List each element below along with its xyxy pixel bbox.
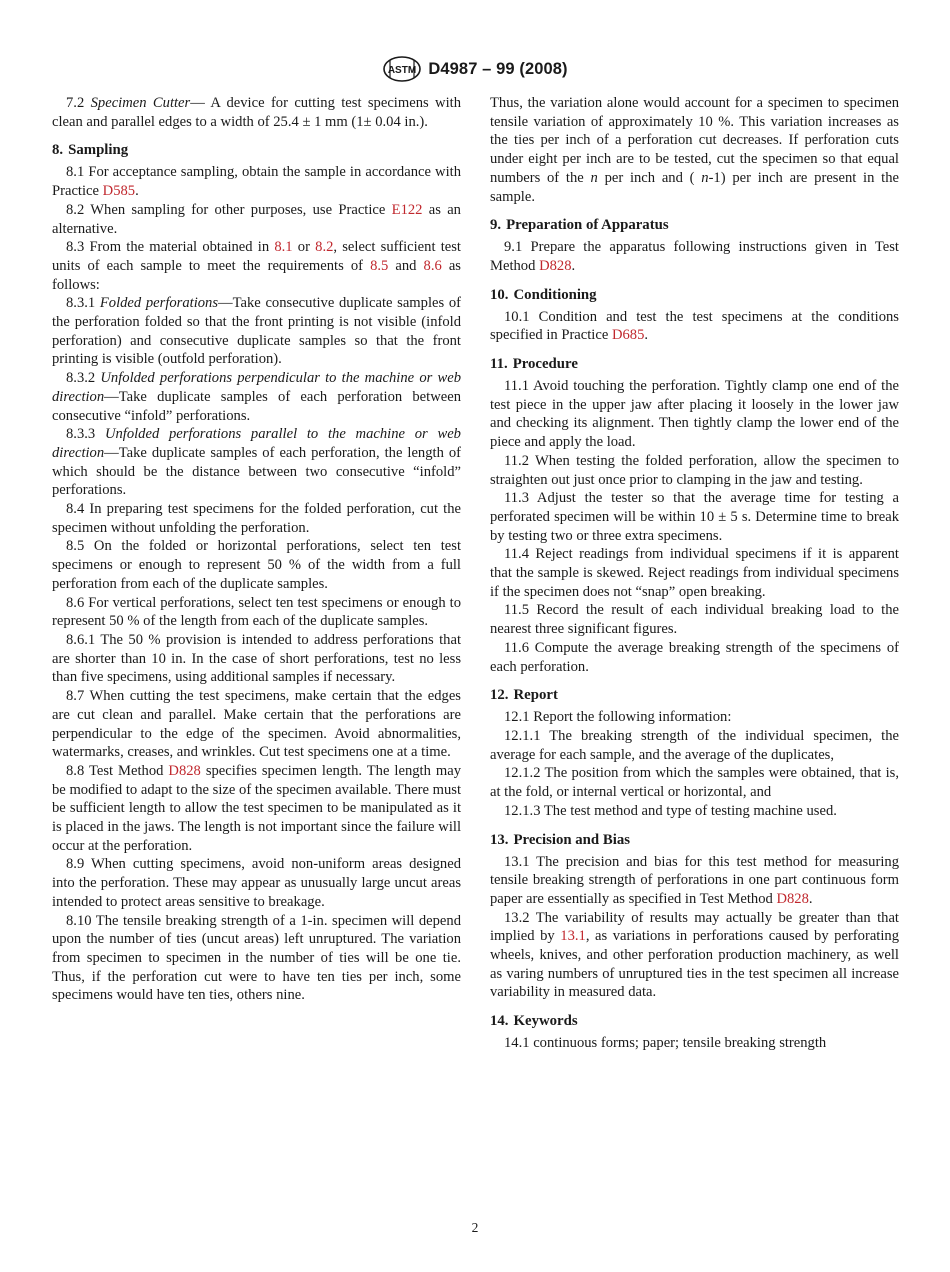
link-8-1[interactable]: 8.1 [274,239,293,256]
paragraph-8-10-continued: Thus, the variation alone would account for a specimen to specimen tensile variation of approximately 10 %. This variation increases as the ties per inch of a perforation cut decreases. If perforation cuts under eight per inch are to be tested, cut the specimen so that equal numbers of the n per inch and ( n-1) per inch are present in the sample. [490,95,899,205]
paragraph-8-10: 8.10 The tensile breaking strength of a 1-in. specimen will depend upon the number of ties (uncut areas) left unruptured. The variation from specimen to specimen in the number of ties will be one tie. Thus, if the perforation cut were to have ten ties per inch, some specimens would have ten ties, others nine. [52,912,461,1004]
paragraph-8-3-3: 8.3.3 Unfolded perforations parallel to the machine or web direction—Take duplicate samples of each perforation, the length of which should be the distance between two consecutive “infold” perforations. [52,426,461,499]
paragraph-8-6-1: 8.6.1 The 50 % provision is intended to address perforations that are shorter than 10 in. In the case of short perforations, test no less than five specimens, using additional samples if necessary. [52,631,461,686]
paragraph-11-6: 11.6 Compute the average breaking strength of the specimens of each perforation. [490,639,899,675]
left-column [52,94,461,1005]
link-d828[interactable]: D828 [539,257,572,274]
paragraph-9-1: 9.1 Prepare the apparatus following instructions given in Test Method D828. [490,239,899,274]
paragraph-12-1-2: 12.1.2 The position from which the samples were obtained, that is, at the fold, or internal vertical or horizontal, and [490,765,899,801]
paragraph-8-9: 8.9 When cutting specimens, avoid non-uniform areas designed into the perforation. These may appear as unusually large uncut areas intended to protect areas sensitive to breakage. [52,856,461,910]
link-13-1[interactable]: 13.1 [560,928,586,945]
paragraph-8-2: 8.2 When sampling for other purposes, use Practice E122 as an alternative. [52,201,461,237]
paragraph-8-3-2: 8.3.2 Unfolded perforations perpendicular to the machine or web direction—Take duplicate samples of each perforation between consecutive “infold” perforations. [52,370,461,424]
document-designation: D4987 – 99 (2008) [428,59,568,78]
section-heading-keywords: 14. Keywords [490,1013,578,1030]
paragraph-8-5: 8.5 On the folded or horizontal perforations, select ten test specimens or enough to represent 50 % of the width from a full perforation from each of the duplicate samples. [52,538,461,592]
paragraph-14-1: 14.1 continuous forms; paper; tensile breaking strength [504,1035,827,1052]
paragraph-7-2: 7.2 Specimen Cutter— A device for cutting test specimens with clean and parallel edges to a width of 25.4 ± 1 mm (1± 0.04 in.). [52,95,461,130]
paragraph-8-3-1: 8.3.1 Folded perforations—Take consecutive duplicate samples of the perforation folded so that the front printing is not visible (infold perforation) and consecutive duplicate samples so that the front printing is visible (outfold perforation). [52,295,461,368]
link-e122[interactable]: E122 [391,201,423,218]
section-heading-preparation-of-apparatus: 9. Preparation of Apparatus [490,217,669,234]
right-column [490,94,899,1053]
link-d828[interactable]: D828 [776,890,809,907]
link-8-5[interactable]: 8.5 [370,257,389,274]
link-8-2[interactable]: 8.2 [315,239,334,256]
link-d685[interactable]: D685 [611,327,645,344]
paragraph-8-8: 8.8 Test Method D828 specifies specimen length. The length may be modified to adapt to the size of the specimen available. There must be sufficient length to allow the test specimen to be manipulated as it is placed in the jaws. The length is not important since the failure will occur at the perforation. [52,762,461,854]
page-number: 2 [471,1220,479,1235]
paragraph-11-3: 11.3 Adjust the tester so that the average time for testing a perforated specimen will be within 10 ± 5 s. Determine time to break by testing two or three extra specimens. [490,490,899,544]
paragraph-11-2: 11.2 When testing the folded perforation, allow the specimen to straighten out just once prior to clamping in the jaw and testing. [490,452,899,488]
astm-logo-icon [382,56,422,82]
paragraph-12-1-1: 12.1.1 The breaking strength of the individual specimen, the average for each sample, and the average of the duplicates, [490,727,899,763]
paragraph-11-4: 11.4 Reject readings from individual specimens if it is apparent that the sample is skewed. Reject readings from individual specimens if the specimen does not “snap” open breaking. [490,546,899,600]
paragraph-12-1-3: 12.1.3 The test method and type of testing machine used. [504,802,837,819]
paragraph-11-1: 11.1 Avoid touching the perforation. Tightly clamp one end of the test piece in the upper jaw after placing it loosely in the lower jaw and checking its alignment. Then tightly clamp the lower end of the piece and apply the load. [490,378,899,451]
section-heading-precision-and-bias: 13. Precision and Bias [490,831,630,848]
paragraph-8-7: 8.7 When cutting the test specimens, make certain that the edges are cut clean and parallel. Make certain that the perforations are perpendicular to the edge of the specimen. Avoid abnormalities, watermarks, creases, and wrinkles. Cut test specimens one at a time. [52,688,461,761]
paragraph-13-2: 13.2 The variability of results may actually be greater than that implied by 13.1, as variations in perforations caused by perforating wheels, knives, and other perforation production machinery, as well as varing numbers of unruptured ties in the test specimen all increase variability in measured data. [490,909,899,1001]
link-d585[interactable]: D585 [102,183,136,200]
paragraph-13-1: 13.1 The precision and bias for this test method for measuring tensile breaking strength of perforations in one part continuous form paper are essentially as specified in Test Method D828. [490,853,899,907]
section-heading-sampling: 8. Sampling [52,142,129,159]
svg-text:ASTM: ASTM [388,65,417,76]
paragraph-8-4: 8.4 In preparing test specimens for the folded perforation, cut the specimen without unfolding the perforation. [52,501,461,536]
paragraph-8-6: 8.6 For vertical perforations, select ten test specimens or enough to represent 50 % of the length from each of the duplicate samples. [52,594,461,630]
section-heading-procedure: 11. Procedure [490,356,578,373]
paragraph-11-5: 11.5 Record the result of each individual breaking load to the nearest three significant figures. [490,602,899,638]
link-d828[interactable]: D828 [168,762,201,779]
paragraph-10-1: 10.1 Condition and test the test specimens at the conditions specified in Practice D685. [490,308,899,344]
paragraph-8-3: 8.3 From the material obtained in 8.1 or 8.2, select sufficient test units of each sample to meet the requirements of 8.5 and 8.6 as follows: [52,239,461,293]
section-heading-report: 12. Report [490,687,558,704]
section-heading-conditioning: 10. Conditioning [490,286,597,303]
link-8-6[interactable]: 8.6 [423,257,442,274]
paragraph-8-1: 8.1 For acceptance sampling, obtain the sample in accordance with Practice D585. [52,164,461,200]
page-header [0,54,950,84]
paragraph-12-1: 12.1 Report the following information: [504,709,732,726]
